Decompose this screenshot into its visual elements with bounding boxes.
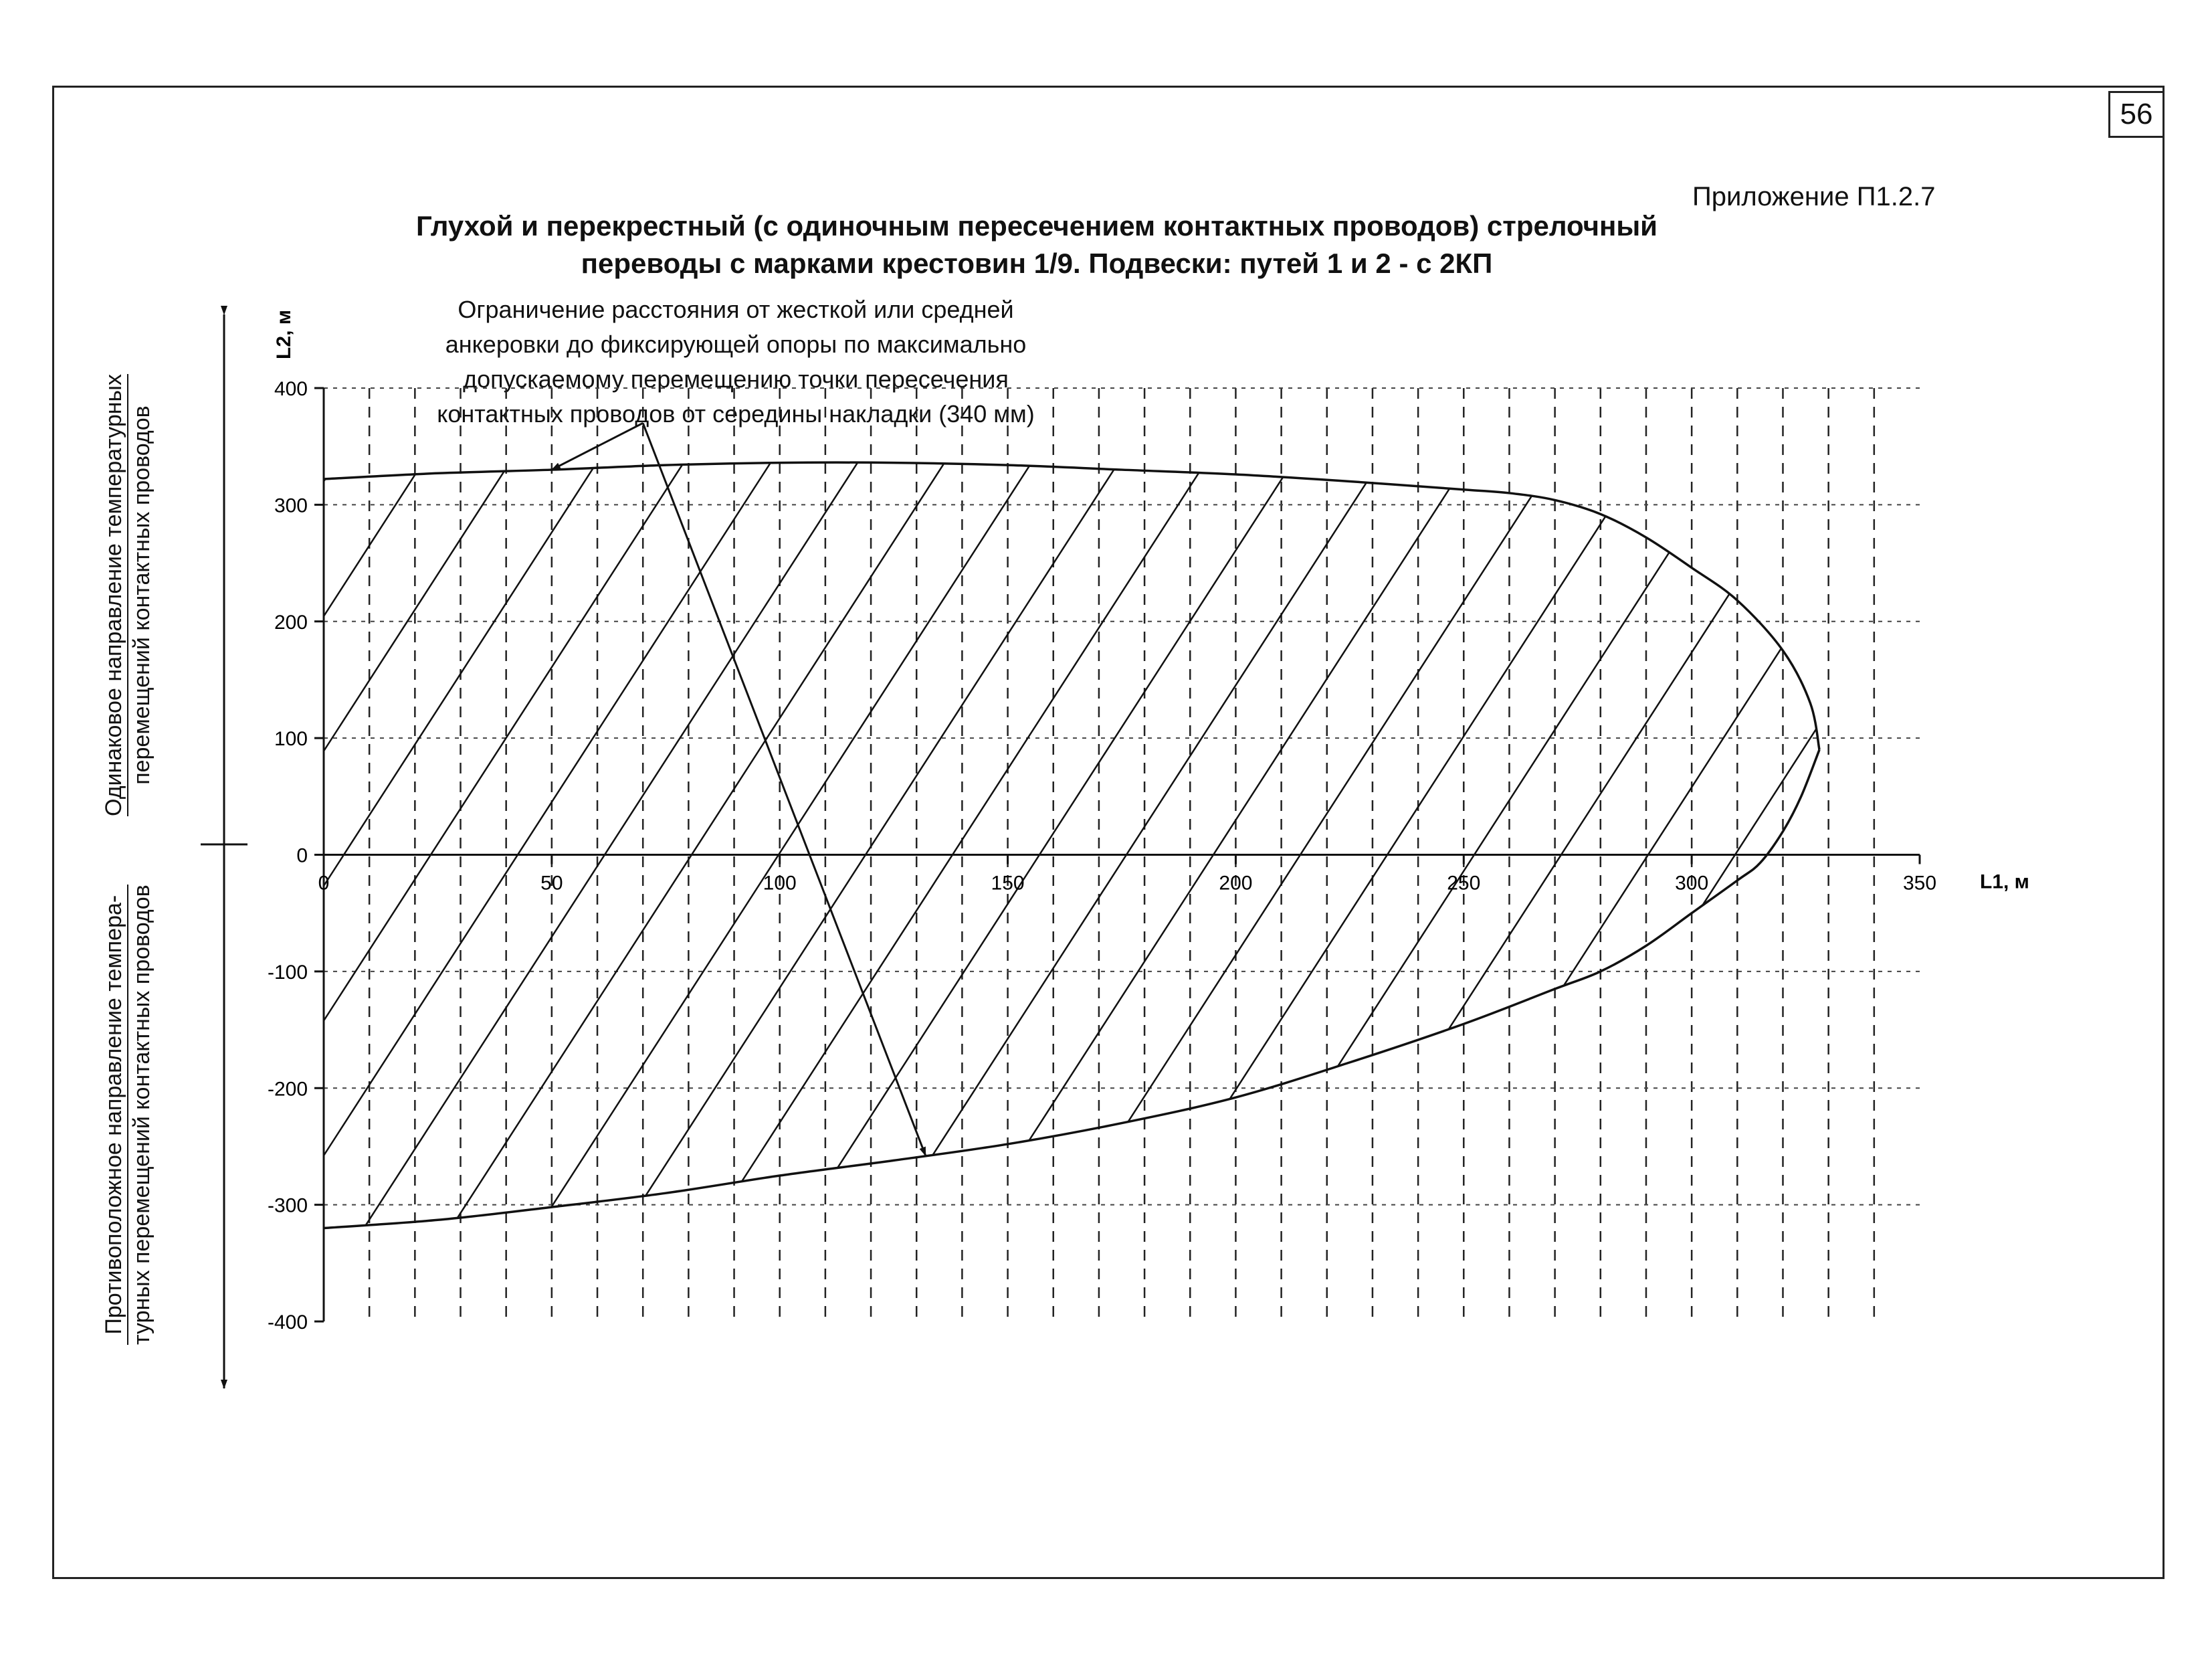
- x-tick-label: 100: [763, 872, 797, 895]
- x-tick-label: 250: [1447, 872, 1481, 895]
- y-tick-label: 300: [274, 494, 308, 517]
- y-tick-label: -100: [267, 961, 308, 984]
- lower-side-label-line-1: Противоположное направление темпера-: [100, 885, 128, 1345]
- x-tick-label: 150: [991, 872, 1025, 895]
- chart-title-line-1: Глухой и перекрестный (с одиночным пересечением контактных проводов) стрелочный: [415, 210, 1658, 242]
- hatch-line: [1956, 388, 2212, 1321]
- axes-layer: [201, 314, 1920, 1388]
- upper-boundary-curve: [324, 462, 1819, 749]
- y-tick-label: -400: [267, 1311, 308, 1333]
- hatch-line: [0, 388, 123, 1321]
- annotation-line-1: Ограничение расстояния от жесткой или средней: [458, 296, 1014, 323]
- annotation-line-3: допускаемому перемещению точки пересечения: [463, 365, 1009, 393]
- x-tick-label: 350: [1902, 872, 1937, 895]
- y-axis-label: L2, м: [273, 310, 295, 359]
- lower-side-label-line-2: турных перемещений контактных проводов: [129, 885, 155, 1345]
- upper-side-label-line-1: Одинаковое направление температурных: [100, 374, 128, 816]
- annotation-layer: [552, 423, 926, 1156]
- annotation-line-2: анкеровки до фиксирующей опоры по максимально: [445, 331, 1027, 358]
- hatch-line: [2043, 388, 2212, 1321]
- y-tick-label: 0: [296, 844, 308, 867]
- page-number: 56: [2108, 91, 2165, 138]
- y-tick-label: 200: [274, 611, 308, 634]
- y-tick-label: -200: [267, 1078, 308, 1101]
- lower-boundary-curve: [324, 750, 1819, 1228]
- x-tick-label: 200: [1219, 872, 1253, 895]
- x-tick-label: 50: [540, 872, 563, 895]
- y-tick-label: 100: [274, 728, 308, 751]
- y-tick-label: -300: [267, 1194, 308, 1217]
- appendix-label: Приложение П1.2.7: [1692, 182, 1936, 211]
- annotation-arrow: [643, 423, 926, 1156]
- upper-side-label-line-2: перемещений контактных проводов: [129, 405, 155, 785]
- hatch-line: [0, 388, 297, 1321]
- chart-title-line-2: переводы с марками крестовин 1/9. Подвески: путей 1 и 2 - с 2КП: [581, 248, 1493, 279]
- y-tick-label: 400: [274, 378, 308, 400]
- hatch-line: [0, 388, 210, 1321]
- x-axis-label: L1, м: [1980, 870, 2029, 893]
- annotation-line-4: контактных проводов от середины накладки (340 мм): [437, 400, 1035, 428]
- x-tick-label: 0: [318, 872, 330, 895]
- x-tick-label: 300: [1675, 872, 1709, 895]
- series-layer: [324, 462, 1819, 1228]
